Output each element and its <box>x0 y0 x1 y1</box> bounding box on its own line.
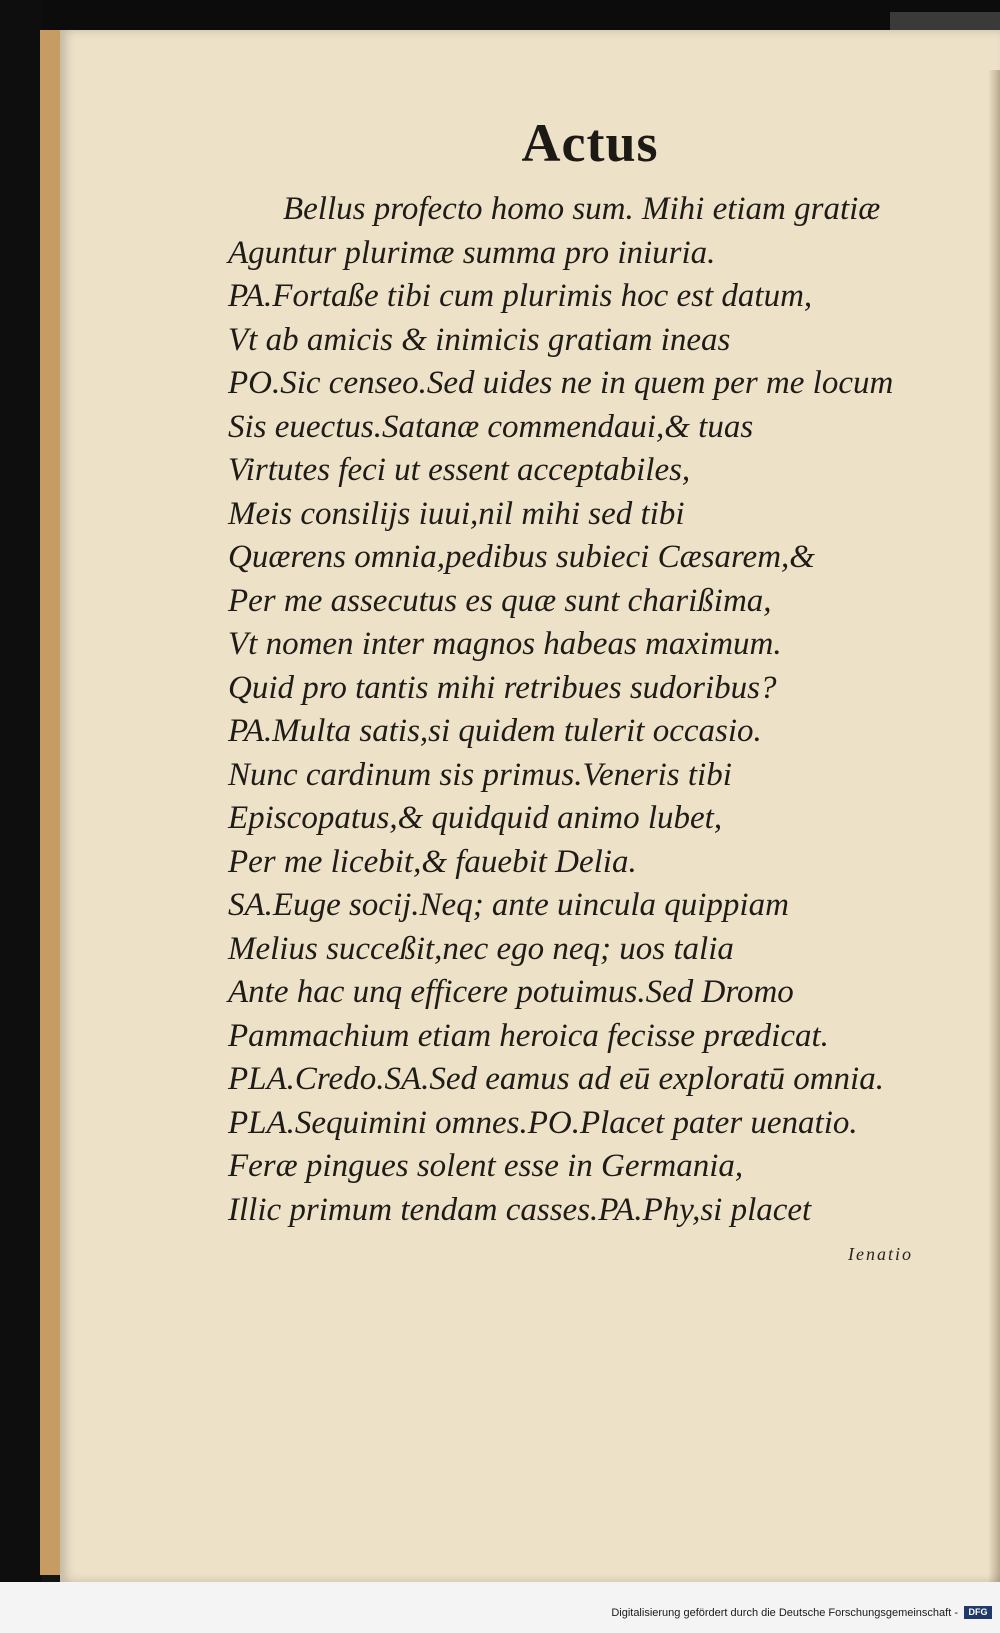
text-line: Aguntur plurimæ summa pro iniuria. <box>228 234 716 271</box>
text-line: PA.Fortaße tibi cum plurimis hoc est datum, <box>228 278 813 314</box>
digitization-credit <box>611 1606 992 1619</box>
text-line: Ante hac unq efficere potuimus.Sed Dromo <box>228 974 794 1010</box>
verse-text <box>228 188 988 1232</box>
text-line: Episcopatus,& quidquid animo lubet, <box>228 800 723 836</box>
text-line: Quærens omnia,pedibus subieci Cæsarem,& <box>228 539 815 575</box>
catchword: Ienatio <box>848 1244 913 1264</box>
text-line: Per me licebit,& fauebit Delia. <box>228 843 637 880</box>
text-line: Sis euectus.Satanæ commendaui,& tuas <box>228 408 754 445</box>
page-shadow <box>988 70 1000 1615</box>
text-line: Bellus profecto homo sum. Mihi etiam gratiæ <box>283 191 881 227</box>
text-line: Virtutes feci ut essent acceptabiles, <box>228 452 691 488</box>
text-line: PLA.Credo.SA.Sed eamus ad eū exploratū omnia. <box>228 1061 884 1097</box>
text-line: Pammachium etiam heroica fecisse prædicat. <box>228 1017 829 1054</box>
text-line: Nunc cardinum sis primus.Veneris tibi <box>228 756 732 793</box>
footer-bar <box>0 1582 1000 1633</box>
text-line: Melius succeßit,nec ego neq; uos talia <box>228 930 734 967</box>
scan-top-border <box>0 0 1000 34</box>
text-line: SA.Euge socij.Neq; ante uincula quippiam <box>228 887 789 923</box>
text-line: Illic primum tendam casses.PA.Phy,si placet <box>228 1191 812 1228</box>
text-line: PO.Sic censeo.Sed uides ne in quem per me locum <box>228 365 894 401</box>
text-line: PA.Multa satis,si quidem tulerit occasio. <box>228 713 762 749</box>
text-line: Quid pro tantis mihi retribues sudoribus? <box>228 669 777 706</box>
text-line: Feræ pingues solent esse in Germania, <box>228 1148 744 1184</box>
text-line: PLA.Sequimini omnes.PO.Placet pater uenatio. <box>228 1104 858 1141</box>
text-line: Vt nomen inter magnos habeas maximum. <box>228 626 782 662</box>
dfg-logo: DFG <box>964 1606 992 1619</box>
text-line: Vt ab amicis & inimicis gratiam ineas <box>228 321 731 358</box>
text-line: Per me assecutus es quæ sunt charißima, <box>228 582 772 619</box>
text-line: Meis consilijs iuui,nil mihi sed tibi <box>228 495 685 532</box>
scan-left-border <box>0 0 42 1633</box>
credit-text: Digitalisierung gefördert durch die Deutsche Forschungsgemeinschaft - <box>611 1606 958 1619</box>
page-heading: Actus <box>521 113 659 173</box>
